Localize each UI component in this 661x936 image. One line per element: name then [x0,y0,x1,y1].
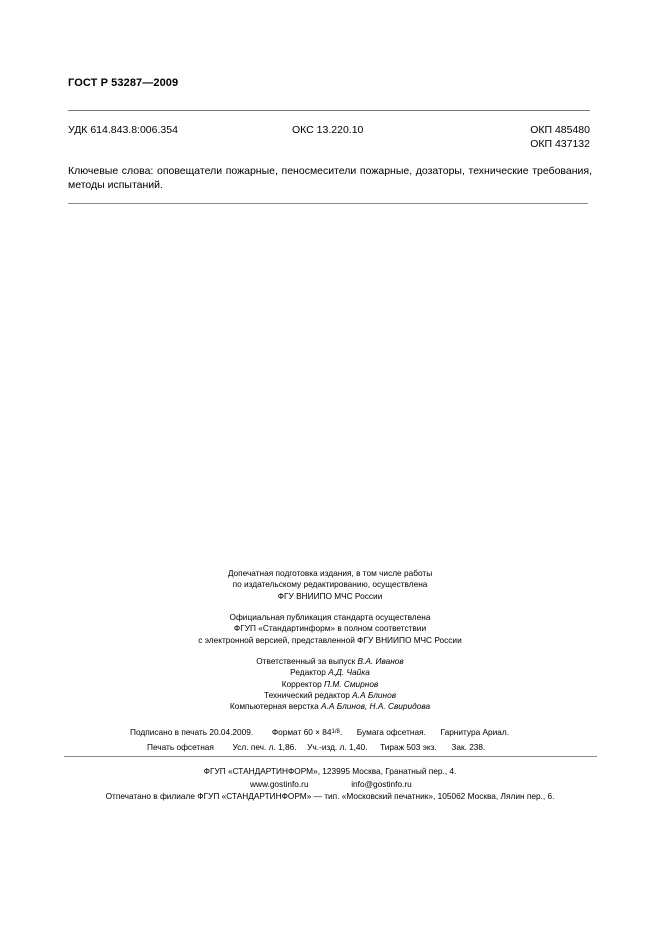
publication-line: ФГУП «Стандартинформ» в полном соответствии [233,623,427,634]
preparation-line: ФГУ ВНИИПО МЧС России [277,590,383,601]
footer-divider [64,756,597,757]
publication-line: с электронной версией, представленной ФГУ ВНИИПО МЧС России [198,634,462,645]
udk-code: УДК 614.843.8:006.354 [68,124,178,136]
staff-credits [130,656,530,712]
staff-line: Компьютерная верстка А.А Блинов, Н.А. Свиридова [229,701,431,712]
publisher-address: ФГУП «СТАНДАРТИНФОРМ», 123995 Москва, Гранатный пер., 4. [203,766,457,776]
preparation-line: по издательскому редактированию, осуществлена [232,579,428,590]
uch-izd: Уч.-изд. л. 1,40. [307,742,368,752]
header-divider [68,110,590,111]
website-link[interactable]: www.gostinfo.ru [250,779,309,789]
okp-codes [530,124,590,151]
keywords-divider [68,203,588,204]
usl-pech: Усл. печ. л. 1,86. [232,742,297,752]
tirazh: Тираж 503 экз. [380,742,437,752]
signed-date: Подписано в печать 20.04.2009. [130,727,254,737]
publication-line: Официальная публикация стандарта осуществлена [229,612,431,622]
oks-code: ОКС 13.220.10 [292,124,364,136]
publication-note [130,612,530,646]
keywords-paragraph: Ключевые слова: оповещатели пожарные, пеносмесители пожарные, дозаторы, технические требования, методы испытаний. [68,165,592,191]
typeface: Гарнитура Ариал. [440,727,510,737]
order-number: Зак. 238. [451,742,486,752]
okp-code-1: ОКП 485480 [530,124,590,136]
format: Формат 60 × 84 [271,727,332,737]
format-fraction: 1/8 [331,729,340,735]
preparation-note [130,568,530,602]
email-link[interactable]: info@gostinfo.ru [351,779,412,789]
print-details-line-1: Подписано в печать 20.04.2009. Формат 60 × 841/8. Бумага офсетная. Гарнитура Ариал. [130,727,510,737]
preparation-line: Допечатная подготовка издания, в том числе работы [227,568,433,578]
staff-line: Редактор А.Д. Чайка [290,667,370,678]
document-title: ГОСТ Р 53287—2009 [68,77,179,89]
printed-at: Отпечатано в филиале ФГУП «СТАНДАРТИНФОРМ» — тип. «Московский печатник», 105062 Москва, Лялин пер., 6. [105,791,555,801]
print-details-line-2 [147,742,485,752]
staff-line: Корректор П.М. Смирнов [281,678,379,689]
staff-line: Технический редактор А.А Блинов [263,689,397,700]
paper-type: Бумага офсетная. [356,727,426,737]
okp-code-2: ОКП 437132 [530,137,590,150]
staff-line: Ответственный за выпуск В.А. Иванов [256,656,404,666]
print-type: Печать офсетная [147,742,214,752]
publisher-contacts [250,779,412,789]
